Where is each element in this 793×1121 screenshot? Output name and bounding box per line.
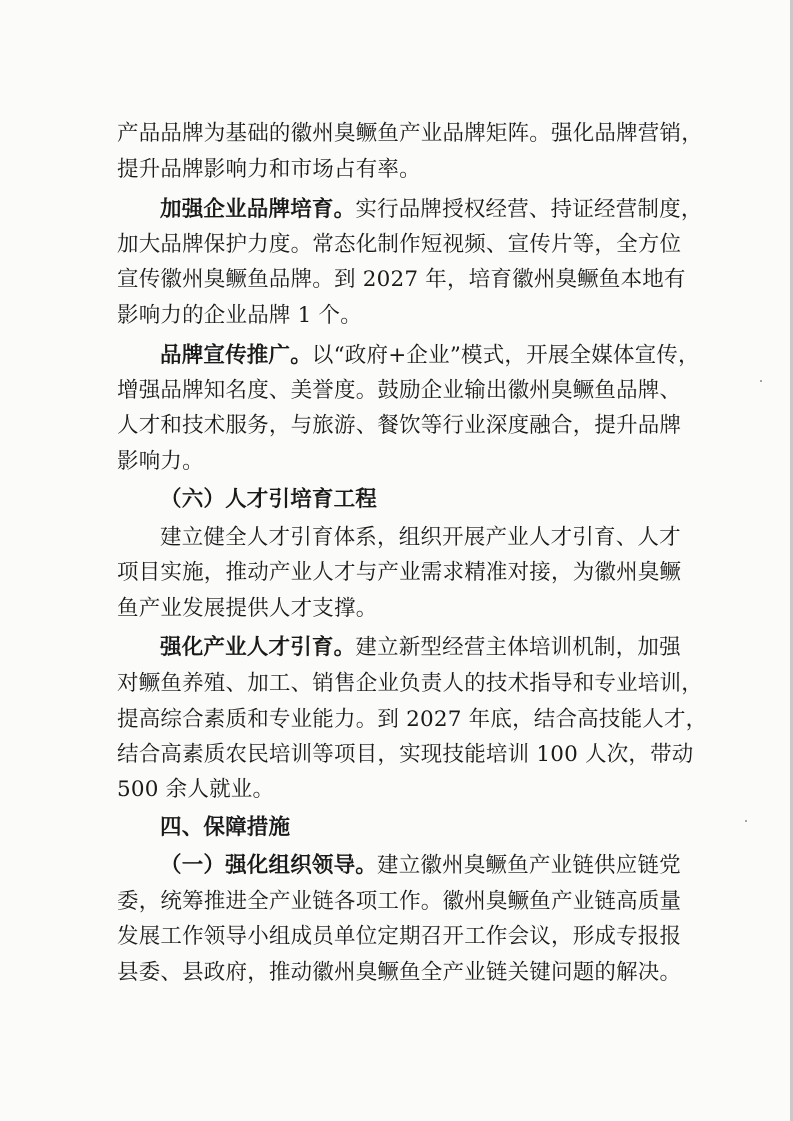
scan-speck [760, 380, 762, 382]
paragraph-heading: 品牌宣传推广。 [160, 343, 312, 368]
text-line: 项目实施，推动产业人才与产业需求精准对接，为徽州臭鳜 [117, 560, 682, 585]
text-line: 500 余人就业。 [117, 777, 275, 802]
text-line: 提高综合素质和专业能力。到 2027 年底，结合高技能人才， [117, 707, 708, 732]
text-line: 结合高素质农民培训等项目，实现技能培训 100 人次，带动 [117, 742, 694, 767]
text-line: 鱼产业发展提供人才支撑。 [117, 596, 378, 621]
text-line: 发展工作领导小组成员单位定期召开工作会议，形成专报报 [117, 924, 682, 949]
text-line: 委，统筹推进全产业链各项工作。徽州臭鳜鱼产业链高质量 [117, 889, 682, 914]
section-heading: 四、保障措施 [160, 815, 291, 840]
paragraph-heading-line: 品牌宣传推广。以“政府+企业”模式，开展全媒体宣传， [160, 343, 700, 368]
text-line: 影响力。 [117, 449, 204, 474]
text-line: 影响力的企业品牌 1 个。 [117, 303, 362, 328]
text-line: 产品品牌为基础的徽州臭鳜鱼产业品牌矩阵。强化品牌营销， [117, 121, 703, 146]
text-line: 加大品牌保护力度。常态化制作短视频、宣传片等，全方位 [117, 232, 682, 257]
section-heading: （六）人才引培育工程 [160, 487, 378, 512]
text-line: 建立健全人才引育体系，组织开展产业人才引育、人才 [160, 525, 681, 550]
text-line: 县委、县政府，推动徽州臭鳜鱼全产业链关键问题的解决。 [117, 960, 682, 985]
paragraph-heading-line: 强化产业人才引育。建立新型经营主体培训机制，加强 [160, 635, 681, 660]
text-line: 人才和技术服务，与旅游、餐饮等行业深度融合，提升品牌 [117, 413, 682, 438]
text-line: 对鳜鱼养殖、加工、销售企业负责人的技术指导和专业培训， [117, 671, 703, 696]
paragraph-heading-line: 加强企业品牌培育。实行品牌授权经营、持证经营制度， [160, 197, 703, 222]
text-line: 增强品牌知名度、美誉度。鼓励企业输出徽州臭鳜鱼品牌、 [117, 378, 682, 403]
text-line: 宣传徽州臭鳜鱼品牌。到 2027 年，培育徽州臭鳜鱼本地有 [117, 267, 686, 292]
paragraph-heading: 强化产业人才引育。 [160, 635, 356, 660]
paragraph-heading: （一）强化组织领导。 [160, 853, 378, 878]
scan-speck [745, 820, 747, 822]
paragraph-heading-line: （一）强化组织领导。建立徽州臭鳜鱼产业链供应链党 [160, 853, 681, 878]
paragraph-heading: 加强企业品牌培育。 [160, 197, 356, 222]
text-line: 提升品牌影响力和市场占有率。 [117, 157, 421, 182]
